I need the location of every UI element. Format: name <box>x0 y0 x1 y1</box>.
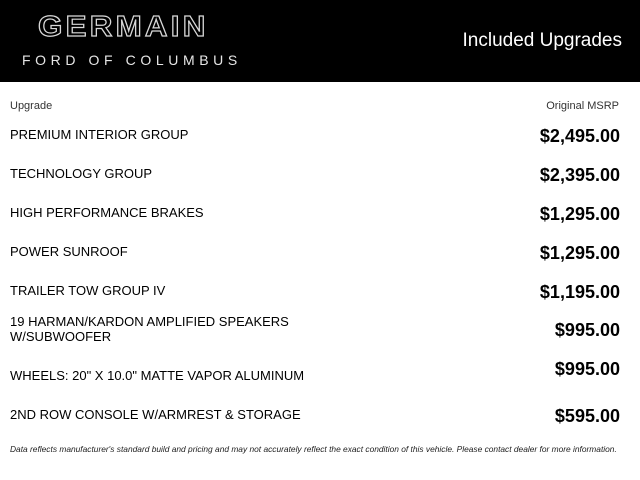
disclaimer-text: Data reflects manufacturer's standard build and pricing and may not accurately reflect the exact condition of this vehicle. Please contact dealer for more information. <box>10 444 617 454</box>
upgrade-name: PREMIUM INTERIOR GROUP <box>10 127 189 142</box>
upgrade-row <box>0 389 640 428</box>
upgrade-name: WHEELS: 20" X 10.0" MATTE VAPOR ALUMINUM <box>10 368 305 384</box>
upgrade-price: $1,295.00 <box>539 203 620 224</box>
page-title: Included Upgrades <box>462 30 622 51</box>
column-header-msrp: Original MSRP <box>546 100 619 112</box>
upgrade-price: $2,495.00 <box>539 126 620 146</box>
upgrade-price: $1,295.00 <box>539 242 620 263</box>
upgrade-name: TECHNOLOGY GROUP <box>10 165 153 181</box>
upgrade-name: 19 HARMAN/KARDON AMPLIFIED SPEAKERS W/SUBWOOFER <box>10 314 289 345</box>
upgrade-price: $995.00 <box>554 359 620 380</box>
upgrade-price: $1,195.00 <box>539 281 620 302</box>
upgrade-row <box>0 311 640 350</box>
upgrade-row <box>0 350 640 389</box>
dealer-logo <box>22 12 282 70</box>
upgrade-row <box>0 195 640 234</box>
upgrade-price: $995.00 <box>554 320 620 341</box>
logo-subtitle: FORD OF COLUMBUS <box>22 52 242 68</box>
upgrade-name: POWER SUNROOF <box>10 243 128 259</box>
upgrade-name: TRAILER TOW GROUP IV <box>10 282 166 298</box>
upgrade-row <box>0 156 640 195</box>
upgrade-name: HIGH PERFORMANCE BRAKES <box>10 204 204 220</box>
upgrade-price: $595.00 <box>554 406 620 427</box>
column-header-upgrade: Upgrade <box>10 100 53 112</box>
logo-wordmark: GERMAIN <box>38 11 209 43</box>
upgrade-name: 2ND ROW CONSOLE W/ARMREST & STORAGE <box>10 407 301 423</box>
upgrades-list <box>0 117 640 428</box>
upgrade-row <box>0 273 640 312</box>
upgrade-row <box>0 234 640 273</box>
header-banner <box>0 0 640 82</box>
upgrade-row <box>0 117 640 156</box>
upgrade-price: $2,395.00 <box>539 164 620 185</box>
